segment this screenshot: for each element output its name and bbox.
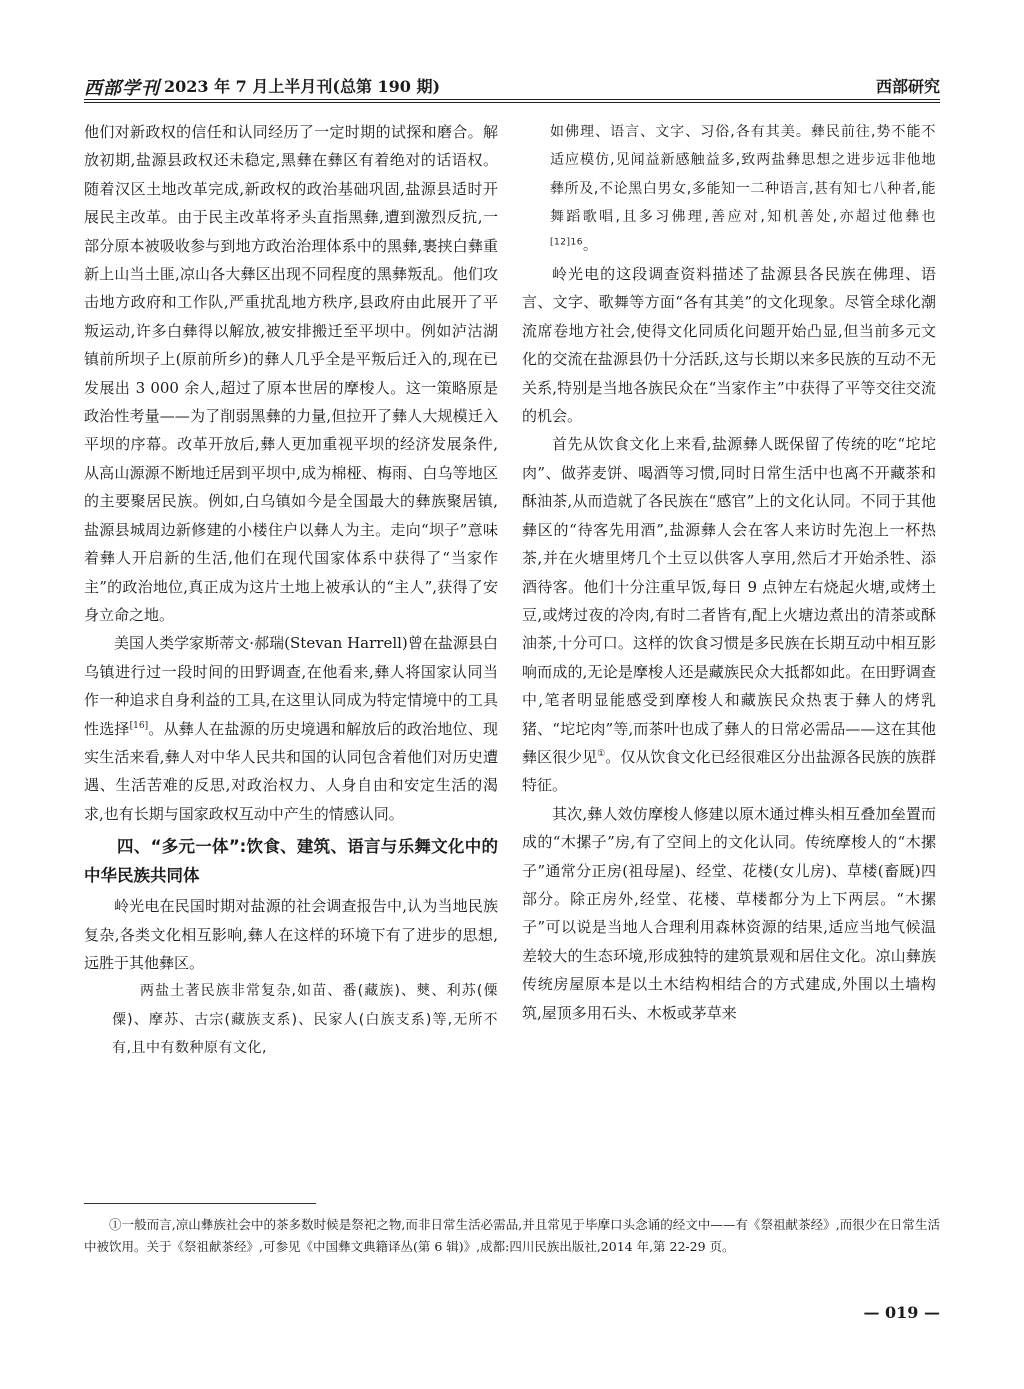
- page-number: — 019 —: [863, 1303, 940, 1322]
- header-rule: [84, 99, 940, 103]
- paragraph: 其次,彝人效仿摩梭人修建以原木通过榫头相互叠加垒置而成的“木摞子”房,有了空间上的文化认同。传统摩梭人的“木摞子”通常分正房(祖母屋)、经堂、花楼(女儿房)、草楼(畜厩)四部分。除正房外,经堂、花楼、草楼都分为上下两层。“木摞子”可以说是当地人合理利用森林资源的结果,适应当地气候温差较大的生态环境,形成独特的建筑景观和居住文化。凉山彝族传统房屋原本是以土木结构相结合的方式建成,外围以土墙构筑,屋顶多用石头、木板或茅草来: [522, 804, 936, 1022]
- paragraph: 岭光电在民国时期对盐源的社会调查报告中,认为当地民族复杂,各类文化相互影响,彝人在这样的环境下有了进步的思想,远胜于其他彝区。: [84, 897, 498, 972]
- citation: [16]: [129, 720, 149, 731]
- block-quote: 两盐土著民族非常复杂,如苗、番(藏族)、僰、利苏(傈僳)、摩苏、古宗(藏族支系)、民家人(白族支系)等,无所不有,且中有数种原有文化,: [112, 983, 498, 1057]
- section-heading: 四、“多元一体”:饮食、建筑、语言与乐舞文化中的中华民族共同体: [84, 837, 498, 886]
- paragraph: 首先从饮食文化上来看,盐源彝人既保留了传统的吃“坨坨肉”、做荞麦饼、喝酒等习惯,同时日常生活中也离不开藏茶和酥油茶,从而造就了各民族在“感官”上的文化认同。不同于其他彝区的“待客先用酒”,盐源彝人会在客人来访时先泡上一杯热茶,并在火塘里烤几个土豆以供客人享用,然后才开始杀牲、添酒待客。他们十分注重早饭,每日 9 点钟左右烧起火塘,或烤土豆,或烤过夜的冷肉,有时二者皆有,配上火塘边煮出的清茶或酥油茶,十分可口。这样的饮食习惯是多民族在长期互动中相互影响而成的,无论是摩梭人还是藏族民众大抵都如此。在田野调查中,笔者明显能感受到摩梭人和藏族民众热衷于彝人的烤乳猪、“坨坨肉”等,而茶叶也成了彝人的日常必需品——这在其他彝区很少见①。仅从饮食文化已经很难区分出盐源各民族的族群特征。: [522, 435, 936, 795]
- journal-logo: 西部学刊: [84, 78, 160, 99]
- left-column: [84, 118, 498, 1063]
- footnote-mark: ①: [597, 748, 606, 759]
- citation: [12]16: [550, 236, 583, 247]
- block-quote: 如佛理、语言、文字、习俗,各有其美。彝民前往,势不能不适应模仿,见闻益新感触益多,致两盐彝思想之进步远非他地彝所及,不论黑白男女,多能知一二种语言,甚有知七八种者,能舞蹈歌唱,且多习佛理,善应对,知机善处,亦超过他彝也$^{[12]16}$。: [550, 124, 936, 254]
- running-header: [84, 72, 940, 102]
- issue-info: 2023 年 7 月上半月刊(总第 190 期): [164, 77, 441, 96]
- section-name: 西部研究: [875, 77, 940, 96]
- paragraph: 他们对新政权的信任和认同经历了一定时期的试探和磨合。解放初期,盐源县政权还未稳定,黑彝在彝区有着绝对的话语权。随着汉区土地改革完成,新政权的政治基础巩固,盐源县适时开展民主改革。由于民主改革将矛头直指黑彝,遭到激烈反抗,一部分原本被吸收参与到地方政治治理体系中的黑彝,裹挟白彝重新上山当土匪,凉山各大彝区出现不同程度的黑彝叛乱。他们攻击地方政府和工作队,严重扰乱地方秩序,县政府由此展开了平叛运动,许多白彝得以解放,被安排搬迁至平坝中。例如泸沽湖镇前所坝子上(原前所乡)的彝人几乎全是平叛后迁入的,现在已发展出 3 000 余人,超过了原本世居的摩梭人。这一策略原是政治性考量——为了削弱黑彝的力量,但拉开了彝人大规模迁入平坝的序幕。改革开放后,彝人更加重视平坝的经济发展条件,从高山源源不断地迁居到平坝中,成为棉桠、梅雨、白乌等地区的主要聚居民族。例如,白乌镇如今是全国最大的彝族聚居镇,盐源县城周边新修建的小楼住户以彝人为主。走向“坝子”意味着彝人开启新的生活,他们在现代国家体系中获得了“当家作主”的政治地位,真正成为这片土地上被承认的“主人”,获得了安身立命之地。: [84, 123, 498, 624]
- footnote-text: ①一般而言,凉山彝族社会中的茶多数时候是祭祀之物,而非日常生活必需品,并且常见于毕摩口头念诵的经文中——有《祭祖献茶经》,而很少在日常生活中被饮用。关于《祭祖献茶经》,可参见《中国彝文典籍译丛(第 6 辑)》,成都:四川民族出版社,2014 年,第 22-29 页。: [84, 1217, 940, 1254]
- paragraph: 美国人类学家斯蒂文·郝瑞(Stevan Harrell)曾在盐源县白乌镇进行过一段时间的田野调查,在他看来,彝人将国家认同当作一种追求自身利益的工具,在这里认同成为特定情境中的工具性选择[16]。从彝人在盐源的历史境遇和解放后的政治地位、现实生活来看,彝人对中华人民共和国的认同包含着他们对历史遭遇、生活苦难的反思,对政治权力、人身自由和安定生活的渴求,也有长期与国家政权互动中产生的情感认同。: [84, 634, 498, 823]
- footnote-rule: [84, 1203, 316, 1204]
- paragraph: 岭光电的这段调查资料描述了盐源县各民族在佛理、语言、文字、歌舞等方面“各有其美”的文化现象。尽管全球化潮流席卷地方社会,使得文化同质化问题开始凸显,但当前多元文化的交流在盐源县仍十分活跃,这与长期以来多民族的互动不无关系,特别是当地各族民众在“当家作主”中获得了平等交往交流的机会。: [522, 265, 936, 426]
- right-column: [522, 118, 936, 1027]
- footnote: [84, 1214, 940, 1258]
